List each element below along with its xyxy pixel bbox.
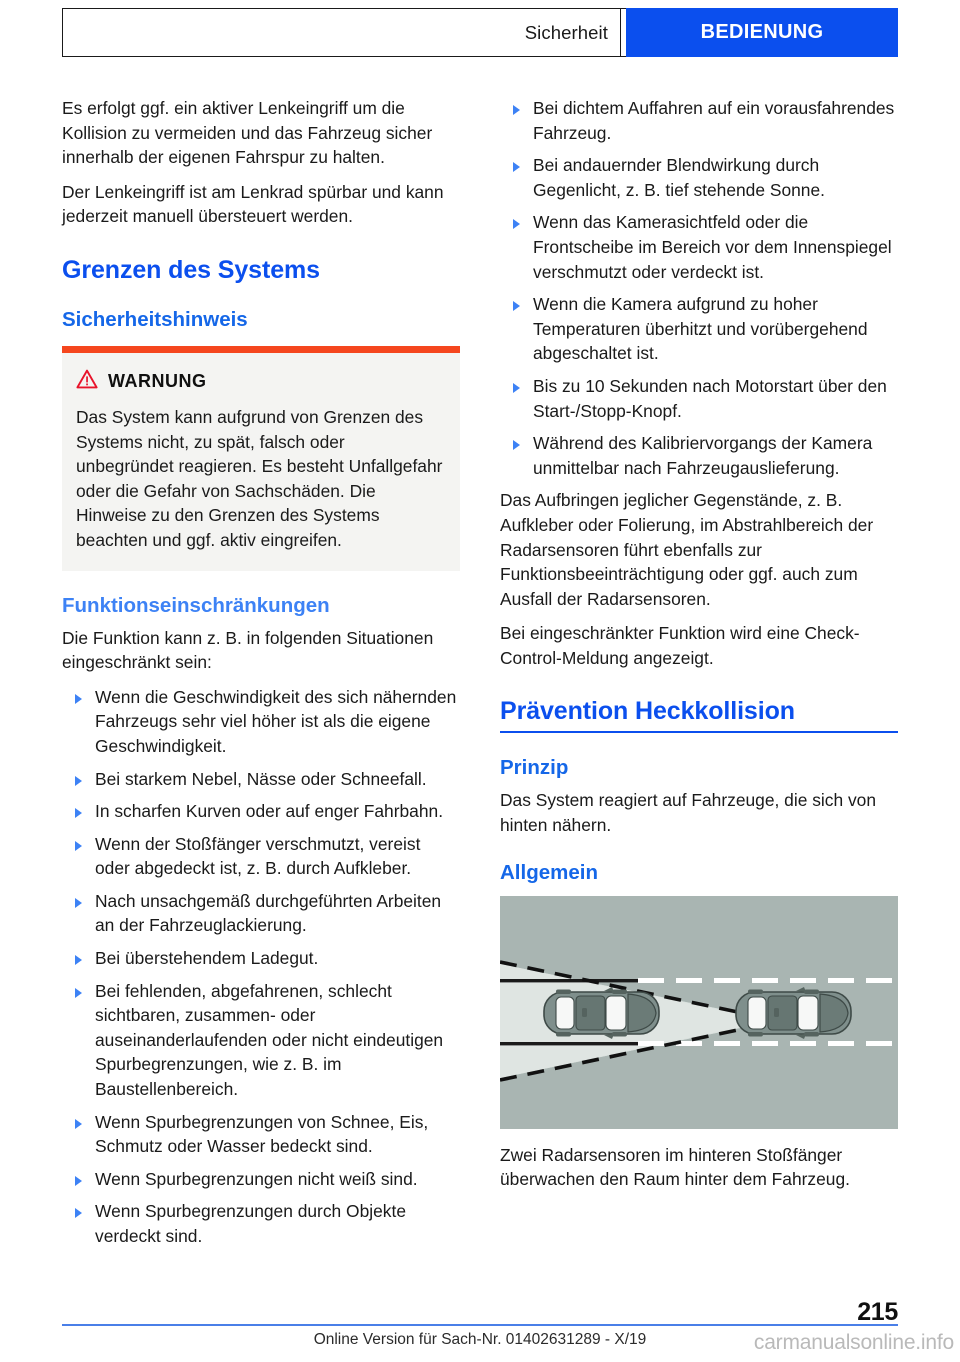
list-item — [500, 210, 898, 284]
list-item-text: Nach unsachgemäß durchgeführten Arbeiten an der Fahrzeuglackierung. — [95, 890, 442, 936]
list-item-text: Wenn die Kamera aufgrund zu hoher Temperaturen überhitzt und vorübergehend abgeschaltet ist. — [533, 294, 868, 364]
bullet-triangle-icon — [75, 1119, 82, 1129]
watermark-text: carmanualsonline.info — [753, 1331, 954, 1354]
bullet-triangle-icon — [75, 1176, 82, 1186]
page-header — [62, 8, 898, 57]
car-left — [544, 987, 659, 1039]
rear-collision-radar-illustration — [500, 896, 898, 1129]
bullet-triangle-icon — [75, 1208, 82, 1218]
list-item — [500, 374, 898, 423]
intro-paragraph-1: Es erfolgt ggf. ein aktiver Lenkeingriff um die Kollision zu vermeiden und das Fahrzeug sicher innerhalb der eigenen Fahrspur zu halten. — [62, 98, 433, 168]
funktion-intro-text: Die Funktion kann z. B. in folgenden Situationen eingeschränkt sein: — [62, 627, 434, 673]
list-item — [62, 685, 460, 759]
footer-rule — [62, 1324, 898, 1326]
list-item — [62, 1110, 460, 1159]
list-item-text: Bei überstehendem Ladegut. — [95, 948, 319, 969]
list-item — [500, 431, 898, 480]
bullet-triangle-icon — [75, 955, 82, 965]
warning-body-text: Das System kann aufgrund von Grenzen des Systems nicht, zu spät, falsch oder unbegründet reagieren. Es besteht Unfallgefahr oder die Gefahr von Sachschäden. Die Hinweise zu den Grenzen des Systems beachten und ggf. aktiv eingreifen. — [76, 406, 443, 550]
list-item — [62, 889, 460, 938]
warning-header — [76, 369, 446, 394]
list-item-text: Bei fehlenden, abgefahrenen, schlecht sichtbaren, zusammen- oder auseinanderlaufenden oder nicht eindeutigen Spurbegrenzungen, wie z. B. im Baustellenbereich. — [95, 980, 444, 1100]
list-item-text: In scharfen Kurven oder auf enger Fahrbahn. — [95, 801, 444, 822]
list-item — [62, 799, 460, 824]
header-chapter-label: BEDIENUNG — [700, 21, 824, 43]
warning-box — [62, 346, 460, 571]
list-item — [62, 832, 460, 881]
heading-grenzen-des-systems: Grenzen des Systems — [62, 255, 320, 284]
bullet-triangle-icon — [75, 841, 82, 851]
right-column — [500, 96, 898, 1192]
list-item-text: Wenn Spurbegrenzungen nicht weiß sind. — [95, 1168, 418, 1189]
figure-caption: Zwei Radarsensoren im hinteren Stoßfänger überwachen den Raum hinter dem Fahrzeug. — [500, 1144, 850, 1190]
list-item-text: Bei andauernder Blendwirkung durch Gegenlicht, z. B. tief stehende Sonne. — [533, 155, 825, 200]
header-section-label: Sicherheit — [524, 21, 608, 43]
bullet-triangle-icon — [75, 808, 82, 818]
prinzip-paragraph: Das System reagiert auf Fahrzeuge, die sich von hinten nähern. — [500, 790, 877, 836]
heading-sicherheitshinweis: Sicherheitshinweis — [62, 307, 248, 331]
list-item — [62, 946, 460, 971]
bullet-triangle-icon — [513, 162, 520, 172]
bullet-triangle-icon — [75, 898, 82, 908]
bullet-triangle-icon — [513, 105, 520, 115]
intro-paragraph-2: Der Lenkeingriff ist am Lenkrad spürbar und kann jederzeit manuell übersteuert werden. — [62, 181, 444, 227]
online-version-text: Online Version für Sach-Nr. 01402631289 - X/19 — [313, 1331, 647, 1348]
heading-praevention-heckkollision: Prävention Heckkollision — [500, 696, 898, 733]
bullet-triangle-icon — [75, 988, 82, 998]
list-item — [500, 96, 898, 145]
list-item-text: Bei starkem Nebel, Nässe oder Schneefall. — [95, 768, 427, 789]
left-column — [62, 96, 460, 1257]
list-item — [62, 1167, 460, 1192]
list-item — [62, 767, 460, 792]
bullet-triangle-icon — [75, 694, 82, 704]
list-item-text: Bis zu 10 Sekunden nach Motorstart über den Start-/Stopp-Knopf. — [533, 375, 887, 421]
bullet-triangle-icon — [513, 219, 520, 229]
list-item — [500, 153, 898, 202]
list-item-text: Wenn Spurbegrenzungen durch Objekte verdeckt sind. — [95, 1201, 406, 1246]
right-bullet-list — [500, 96, 898, 480]
list-item-text: Während des Kalibriervorgangs der Kamera unmittelbar nach Fahrzeugauslieferung. — [533, 433, 873, 478]
header-section-box — [62, 8, 620, 57]
list-item-text: Wenn die Geschwindigkeit des sich nähernden Fahrzeugs sehr viel höher ist als die eigene Geschwindigkeit. — [95, 686, 457, 756]
figure-block — [500, 896, 898, 1192]
bullet-triangle-icon — [513, 440, 520, 450]
list-item-text: Wenn Spurbegrenzungen von Schnee, Eis, Schmutz oder Wasser bedeckt sind. — [95, 1111, 429, 1157]
heading-funktionseinschraenkungen: Funktionseinschränkungen — [62, 593, 330, 617]
radar-obstruction-paragraph: Das Aufbringen jeglicher Gegenstände, z. B. Aufkleber oder Folierung, im Abstrahlbereich der Radarsensoren führt ebenfalls zur Funktionsbeeinträchtigung oder ggf. auch zum Ausfall der Radarsensoren. — [500, 490, 874, 609]
list-item-text: Bei dichtem Auffahren auf ein vorausfahrendes Fahrzeug. — [533, 98, 895, 143]
list-item — [62, 979, 460, 1102]
list-item — [500, 292, 898, 366]
check-control-paragraph: Bei eingeschränkter Funktion wird eine Check-Control-Meldung angezeigt. — [500, 623, 860, 668]
page-footer — [0, 1298, 960, 1362]
bullet-triangle-icon — [513, 383, 520, 393]
warning-title: WARNUNG — [108, 370, 207, 391]
bullet-triangle-icon — [513, 301, 520, 311]
list-item-text: Wenn das Kamerasichtfeld oder die Frontscheibe im Bereich vor dem Innenspiegel verschmutzt oder verdeckt ist. — [533, 212, 892, 282]
left-bullet-list — [62, 685, 460, 1249]
header-chapter-tab — [626, 8, 898, 57]
heading-prinzip: Prinzip — [500, 756, 569, 780]
bullet-triangle-icon — [75, 776, 82, 786]
list-item — [62, 1199, 460, 1248]
warning-triangle-icon — [76, 369, 98, 394]
heading-allgemein: Allgemein — [500, 860, 598, 884]
page-number: 215 — [857, 1298, 898, 1326]
list-item-text: Wenn der Stoßfänger verschmutzt, vereist oder abgedeckt ist, z. B. durch Aufkleber. — [95, 833, 421, 879]
car-right — [736, 987, 851, 1039]
